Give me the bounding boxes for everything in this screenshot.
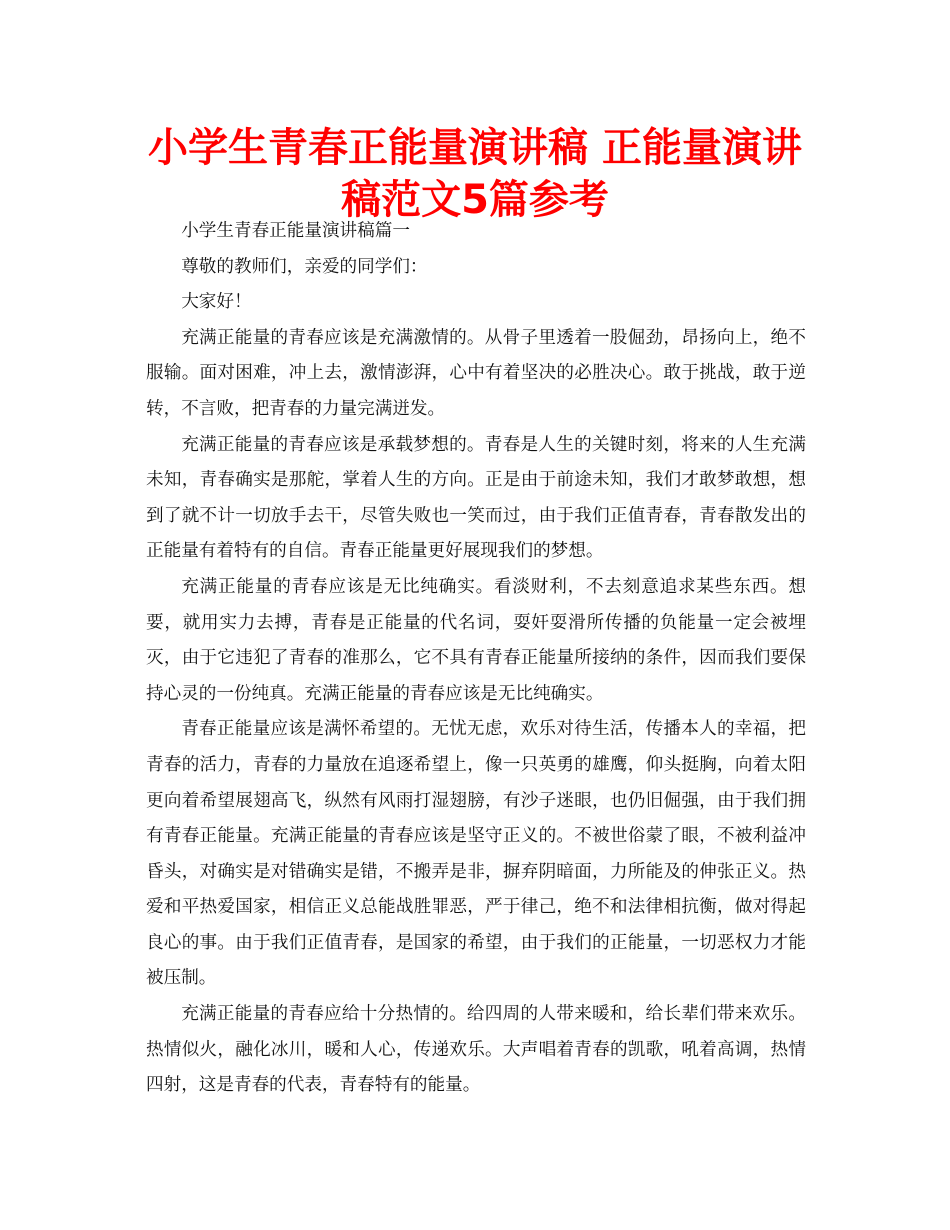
body-paragraph: 充满正能量的青春应该是无比纯确实。看淡财利，不去刻意追求某些东西。想要，就用实力去搏，青春是正能量的代名词，耍奸耍滑所传播的负能量一定会被埋灭，由于它违犯了青春的准那么，它不具有青春正能量所接纳的条件，因而我们要保持心灵的一份纯真。充满正能量的青春应该是无比纯确实。 [146, 576, 806, 704]
section-heading: 小学生青春正能量演讲稿篇一 [181, 221, 410, 241]
salutation: 尊敬的教师们，亲爱的同学们： [181, 256, 428, 277]
document-body [146, 214, 806, 1104]
body-paragraph: 青春正能量应该是满怀希望的。无忧无虑，欢乐对待生活，传播本人的幸福，把青春的活力，青春的力量放在追逐希望上，像一只英勇的雄鹰，仰头挺胸，向着太阳更向着希望展翅高飞，纵然有风雨打湿翅膀，有沙子迷眼，也仍旧倔强，由于我们拥有青春正能量。充满正能量的青春应该是坚守正义的。不被世俗蒙了眼，不被利益冲昏头，对确实是对错确实是错，不搬弄是非，摒弃阴暗面，力所能及的伸张正义。热爱和平热爱国家，相信正义总能战胜罪恶，严于律己，绝不和法律相抗衡，做对得起良心的事。由于我们正值青春，是国家的希望，由于我们的正能量，一切恶权力才能被压制。 [146, 719, 806, 989]
body-paragraph: 充满正能量的青春应该是承载梦想的。青春是人生的关键时刻，将来的人生充满未知，青春确实是那舵，掌着人生的方向。正是由于前途未知，我们才敢梦敢想，想到了就不计一切放手去干，尽管失败也一笑而过，由于我们正值青春，青春散发出的正能量有着特有的自信。青春正能量更好展现我们的梦想。 [146, 434, 806, 562]
document-title: 小学生青春正能量演讲稿 正能量演讲稿范文5篇参考 [148, 125, 802, 223]
body-paragraph: 充满正能量的青春应该是充满激情的。从骨子里透着一股倔劲，昂扬向上，绝不服输。面对困难，冲上去，激情澎湃，心中有着坚决的必胜决心。敢于挑战，敢于逆转，不言败，把青春的力量完满迸发。 [146, 327, 806, 419]
greeting: 大家好！ [181, 292, 252, 313]
body-paragraph: 充满正能量的青春应给十分热情的。给四周的人带来暖和，给长辈们带来欢乐。热情似火，融化冰川，暖和人心，传递欢乐。大声唱着青春的凯歌，吼着高调，热情四射，这是青春的代表，青春特有的能量。 [146, 1004, 806, 1096]
